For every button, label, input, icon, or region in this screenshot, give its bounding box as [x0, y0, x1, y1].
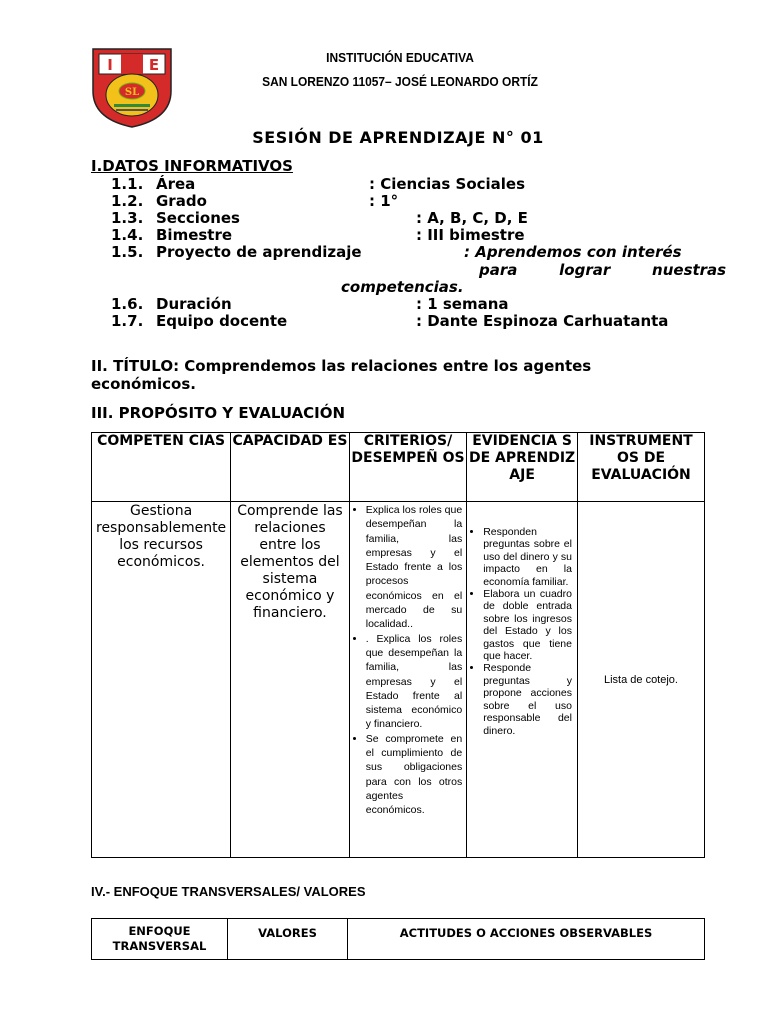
- datos-value-area: : Ciencias Sociales: [369, 175, 526, 193]
- datos-value-duracion: : 1 semana: [416, 295, 509, 313]
- cell-instrumento: Lista de cotejo.: [577, 502, 704, 858]
- datos-num-2: 1.2.: [111, 192, 144, 210]
- datos-value-proyecto: : Aprendemos con interés: [464, 243, 682, 261]
- datos-num-6: 1.6.: [111, 295, 144, 313]
- datos-num-1: 1.1.: [111, 175, 144, 193]
- datos-label-secciones: Secciones: [156, 209, 240, 227]
- school-logo: [91, 47, 173, 129]
- logo-letter-e: E: [148, 56, 160, 74]
- list-item: • Explica los roles que desempeñan la familia, las empresas y el Estado frente a los procesos económicos en el mercado de su localidad..: [366, 503, 462, 632]
- datos-label-equipo: Equipo docente: [156, 312, 288, 330]
- datos-label-grado: Grado: [156, 192, 207, 210]
- datos-value-secciones: : A, B, C, D, E: [416, 209, 528, 227]
- datos-value-bimestre: : III bimestre: [416, 226, 525, 244]
- col-instrumentos: INSTRUMENT OS DE EVALUACIÓN: [577, 433, 704, 502]
- page-title: SESIÓN DE APRENDIZAJE N° 01: [252, 128, 544, 147]
- table-header-row: [92, 433, 705, 502]
- cell-competencia: Gestiona responsablemente los recursos económicos.: [92, 502, 231, 858]
- datos-num-3: 1.3.: [111, 209, 144, 227]
- list-item: • Se compromete en el cumplimiento de sus obligaciones para con los otros agentes económicos.: [366, 732, 462, 818]
- datos-label-area: Área: [156, 175, 196, 193]
- criterios-list: [352, 503, 462, 818]
- datos-num-4: 1.4.: [111, 226, 144, 244]
- list-item: • . Explica los roles que desempeñan la familia, las empresas y el Estado frente al sistema económico y financiero.: [366, 632, 462, 732]
- cell-criterios: [349, 502, 466, 858]
- proposito-table: [91, 432, 705, 858]
- logo-letter-i: I: [107, 56, 113, 74]
- list-item: • Responden preguntas sobre el uso del dinero y su impacto en la economía familiar.: [483, 526, 572, 588]
- datos-num-5: 1.5.: [111, 243, 144, 261]
- datos-value-proyecto-cont1: para lograr nuestras: [479, 261, 727, 279]
- cell-evidencias: [467, 502, 578, 858]
- table-row: [92, 502, 705, 858]
- titulo-line1: II. TÍTULO: Comprendemos las relaciones entre los agentes: [91, 357, 592, 375]
- cell-capacidad: Comprende las relaciones entre los elementos del sistema económico y financiero.: [231, 502, 350, 858]
- enfoque-table: [91, 918, 705, 960]
- list-item: • Responde preguntas y propone acciones sobre el uso responsable del dinero.: [483, 662, 572, 736]
- col-valores: VALORES: [228, 919, 348, 960]
- datos-label-proyecto: Proyecto de aprendizaje: [156, 243, 362, 261]
- table-header-row: [92, 919, 705, 960]
- datos-num-7: 1.7.: [111, 312, 144, 330]
- datos-value-equipo: : Dante Espinoza Carhuatanta: [416, 312, 669, 330]
- datos-value-grado: : 1°: [369, 192, 399, 210]
- logo-monogram: SL: [124, 87, 140, 98]
- col-evidencias: EVIDENCIA S DE APRENDIZ AJE: [467, 433, 578, 502]
- list-item: • Elabora un cuadro de doble entrada sobre los ingresos del Estado y los gastos que tiene que hacer.: [483, 588, 572, 662]
- institution-line2: SAN LORENZO 11057– JOSÉ LEONARDO ORTÍZ: [262, 74, 538, 89]
- datos-heading: I.DATOS INFORMATIVOS: [91, 157, 293, 175]
- institution-line1: INSTITUCIÓN EDUCATIVA: [326, 50, 474, 65]
- col-criterios: CRITERIOS/ DESEMPEÑ OS: [349, 433, 466, 502]
- col-enfoque-transversal: ENFOQUE TRANSVERSAL: [92, 919, 228, 960]
- col-capacidades: CAPACIDAD ES: [231, 433, 350, 502]
- proposito-heading: III. PROPÓSITO Y EVALUACIÓN: [91, 404, 346, 422]
- col-actitudes: ACTITUDES O ACCIONES OBSERVABLES: [348, 919, 705, 960]
- col-competencias: COMPETEN CIAS: [92, 433, 231, 502]
- titulo-line2: económicos.: [91, 375, 196, 393]
- evidencias-list: [469, 526, 572, 737]
- enfoque-heading: IV.- ENFOQUE TRANSVERSALES/ VALORES: [91, 884, 366, 899]
- datos-label-bimestre: Bimestre: [156, 226, 233, 244]
- datos-value-proyecto-cont2: competencias.: [341, 278, 464, 296]
- datos-label-duracion: Duración: [156, 295, 232, 313]
